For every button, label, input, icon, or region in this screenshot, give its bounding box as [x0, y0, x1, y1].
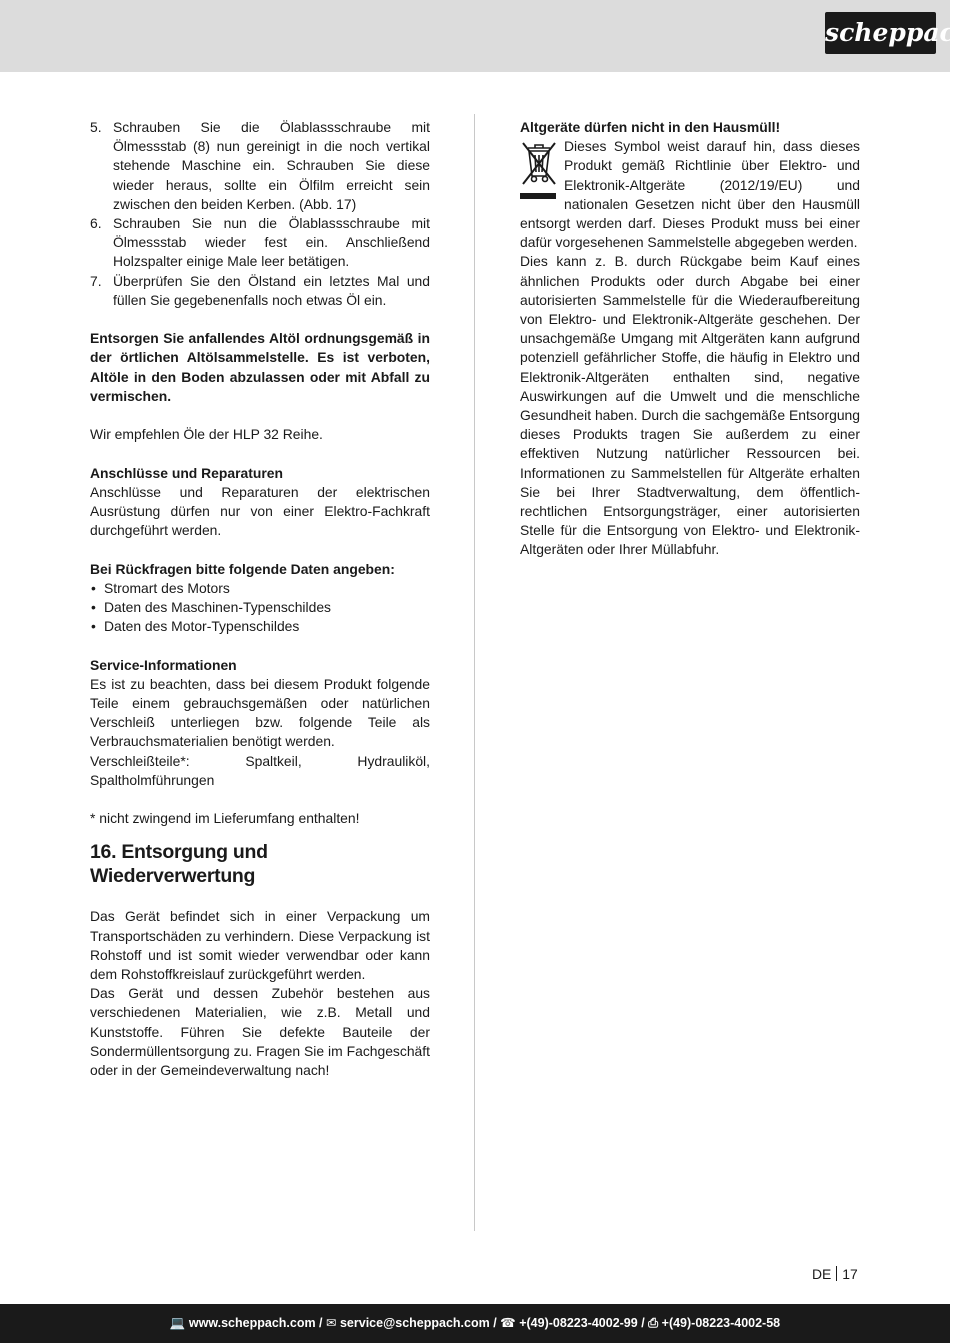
section-16-para-2: Das Gerät und dessen Zubehör bestehen aus verschiedenen Materialien, wie z.B. Metall und Kunststoffe. Führen Sie defekte Bauteile der Sondermüllentsorgung zu. Fragen Sie im Fachgeschäft oder in der Gemeindeverwaltung nach! — [90, 985, 430, 1079]
crossed-out-wheelie-bin-icon — [520, 140, 558, 202]
inquiries-list — [90, 579, 430, 637]
procedure-steps — [90, 118, 430, 310]
weee-title: Altgeräte dürfen nicht in den Hausmüll! — [520, 119, 781, 135]
column-divider — [474, 114, 475, 1231]
page-number-value: 17 — [842, 1266, 858, 1282]
computer-icon: 💻 — [169, 1316, 186, 1330]
phone-number: +(49)-08223-4002-99 — [519, 1316, 638, 1330]
wear-parts: Verschleißteile*: Spaltkeil, Hydrauliköl, Spaltholmführungen — [90, 752, 430, 788]
service-title: Service-Informationen — [90, 656, 237, 673]
step-text: Schrauben Sie die Ölablassschraube mit Ölmessstab (8) nun gereinigt in die noch vertikal stehende Maschine ein. Schrauben Sie diese wieder heraus, sollte ein Ölfilm erreicht sein zwischen den beiden Kerben. (Abb. 17) — [113, 119, 430, 212]
service-text: Es ist zu beachten, dass bei diesem Produkt folgende Teile einem gebrauchsgemäßen oder natürlichen Verschleiß unterliegen bzw. folgende Teile als Verbrauchsmaterialien benötigt werden. — [90, 675, 430, 750]
weee-text-2: Dies kann z. B. durch Rückgabe beim Kauf eines ähnlichen Produkts oder durch Abgabe bei einer autorisierten Sammelstelle für die Wiederaufbereitung von Elektro- und Elektronik-Altgeräte geschehen. Der unsachgemäße Umgang mit Altgeräten kann aufgrund potenziell gefährlicher Stoffe, die häufig in Elektro und Elektronik-Altgeräten enthalten sind, negative Auswirkungen auf die Umwelt und die menschliche Gesundheit haben. Durch die sachgemäße Entsorgung dieses Produkts tragen Sie außerdem zu einer effektiven Nutzung natürlicher Ressourcen bei. Informationen zu Sammelstellen für Altgeräte erhalten Sie bei Ihrer Stadtverwaltung, dem öffentlich-rechtlichen Entsorgungsträger, einer autorisierten Stelle für die Entsorgung von Elektro- und Elektronik-Altgeräten oder Ihrer Müllabfuhr. — [520, 253, 860, 558]
brand-logo: scheppach — [825, 12, 936, 54]
list-item: • Stromart des Motors — [91, 579, 230, 596]
inquiries-title: Bei Rückfragen bitte folgende Daten angeben: — [90, 560, 395, 577]
step-7: 7. Überprüfen Sie den Ölstand ein letztes Mal und füllen Sie gegebenenfalls noch etwas Öl ein. — [90, 272, 430, 308]
fax-number: +(49)-08223-4002-58 — [661, 1316, 781, 1330]
list-item: • Daten des Maschinen-Typenschildes — [91, 599, 332, 616]
email-icon: ✉ — [326, 1316, 337, 1330]
footnote: * nicht zwingend im Lieferumfang enthalten! — [90, 810, 360, 827]
step-5: 5. Schrauben Sie die Ölablassschraube mit Ölmessstab (8) nun gereinigt in die noch vertikal stehende Maschine ein. Schrauben Sie diese wieder heraus, sollte ein Ölfilm erreicht sein zwischen den beiden Kerben. (Abb. 17) — [90, 119, 430, 212]
header-band — [0, 0, 950, 72]
contact-footer: 💻 www.scheppach.com / ✉ service@scheppach.com / ☎ +(49)-08223-4002-99 / ⎙ +(49)-08223-4002-58 — [0, 1304, 950, 1343]
page-number — [812, 1264, 858, 1284]
section-16-para-1: Das Gerät befindet sich in einer Verpackung um Transportschäden zu verhindern. Diese Verpackung ist Rohstoff und ist somit wieder verwendbar oder kann dem Rohstoffkreislauf zurückgeführt werden. — [90, 908, 430, 983]
email-link[interactable]: service@scheppach.com — [339, 1316, 490, 1330]
oil-recommendation: Wir empfehlen Öle der HLP 32 Reihe. — [90, 426, 323, 443]
section-16-heading: 16. Entsorgung und Wiederverwertung — [90, 841, 268, 888]
step-6: 6. Schrauben Sie nun die Ölablassschraube mit Ölmessstab wieder fest ein. Anschließend Holzspalter einige Male leer betätigen. — [90, 215, 430, 270]
connections-text: Anschlüsse und Reparaturen der elektrischen Ausrüstung dürfen nur von einer Elektro-Fachkraft durchgeführt werden. — [90, 483, 430, 539]
left-column — [90, 118, 430, 1080]
language-code: DE — [812, 1266, 832, 1282]
right-column — [520, 118, 860, 560]
list-item: • Daten des Motor-Typenschildes — [91, 618, 300, 635]
weee-text-1: Dieses Symbol weist darauf hin, dass dieses Produkt gemäß Richtlinie über Elektro- und Elektronik-Altgeräte (2012/19/EU) und nationalen Gesetzen nicht über den Hausmüll entsorgt werden darf. Dieses Produkt muss bei einer dafür vorgesehenen Sammelstelle abgegeben werden. — [520, 138, 860, 251]
fax-icon: ⎙ — [648, 1316, 659, 1330]
step-text: Schrauben Sie nun die Ölablassschraube mit Ölmessstab wieder fest ein. Anschließend Holzspalter einige Male leer betätigen. — [113, 215, 430, 270]
connections-title: Anschlüsse und Reparaturen — [90, 464, 283, 481]
step-text: Überprüfen Sie den Ölstand ein letztes Mal und füllen Sie gegebenenfalls noch etwas Öl ein. — [113, 272, 430, 308]
phone-icon: ☎ — [500, 1316, 516, 1330]
oil-disposal-warning: Entsorgen Sie anfallendes Altöl ordnungsgemäß in der örtlichen Altölsammelstelle. Es ist verboten, Altöle in den Boden abzulassen oder mit Abfall zu vermischen. — [90, 330, 430, 404]
website-link[interactable]: www.scheppach.com — [188, 1316, 316, 1330]
